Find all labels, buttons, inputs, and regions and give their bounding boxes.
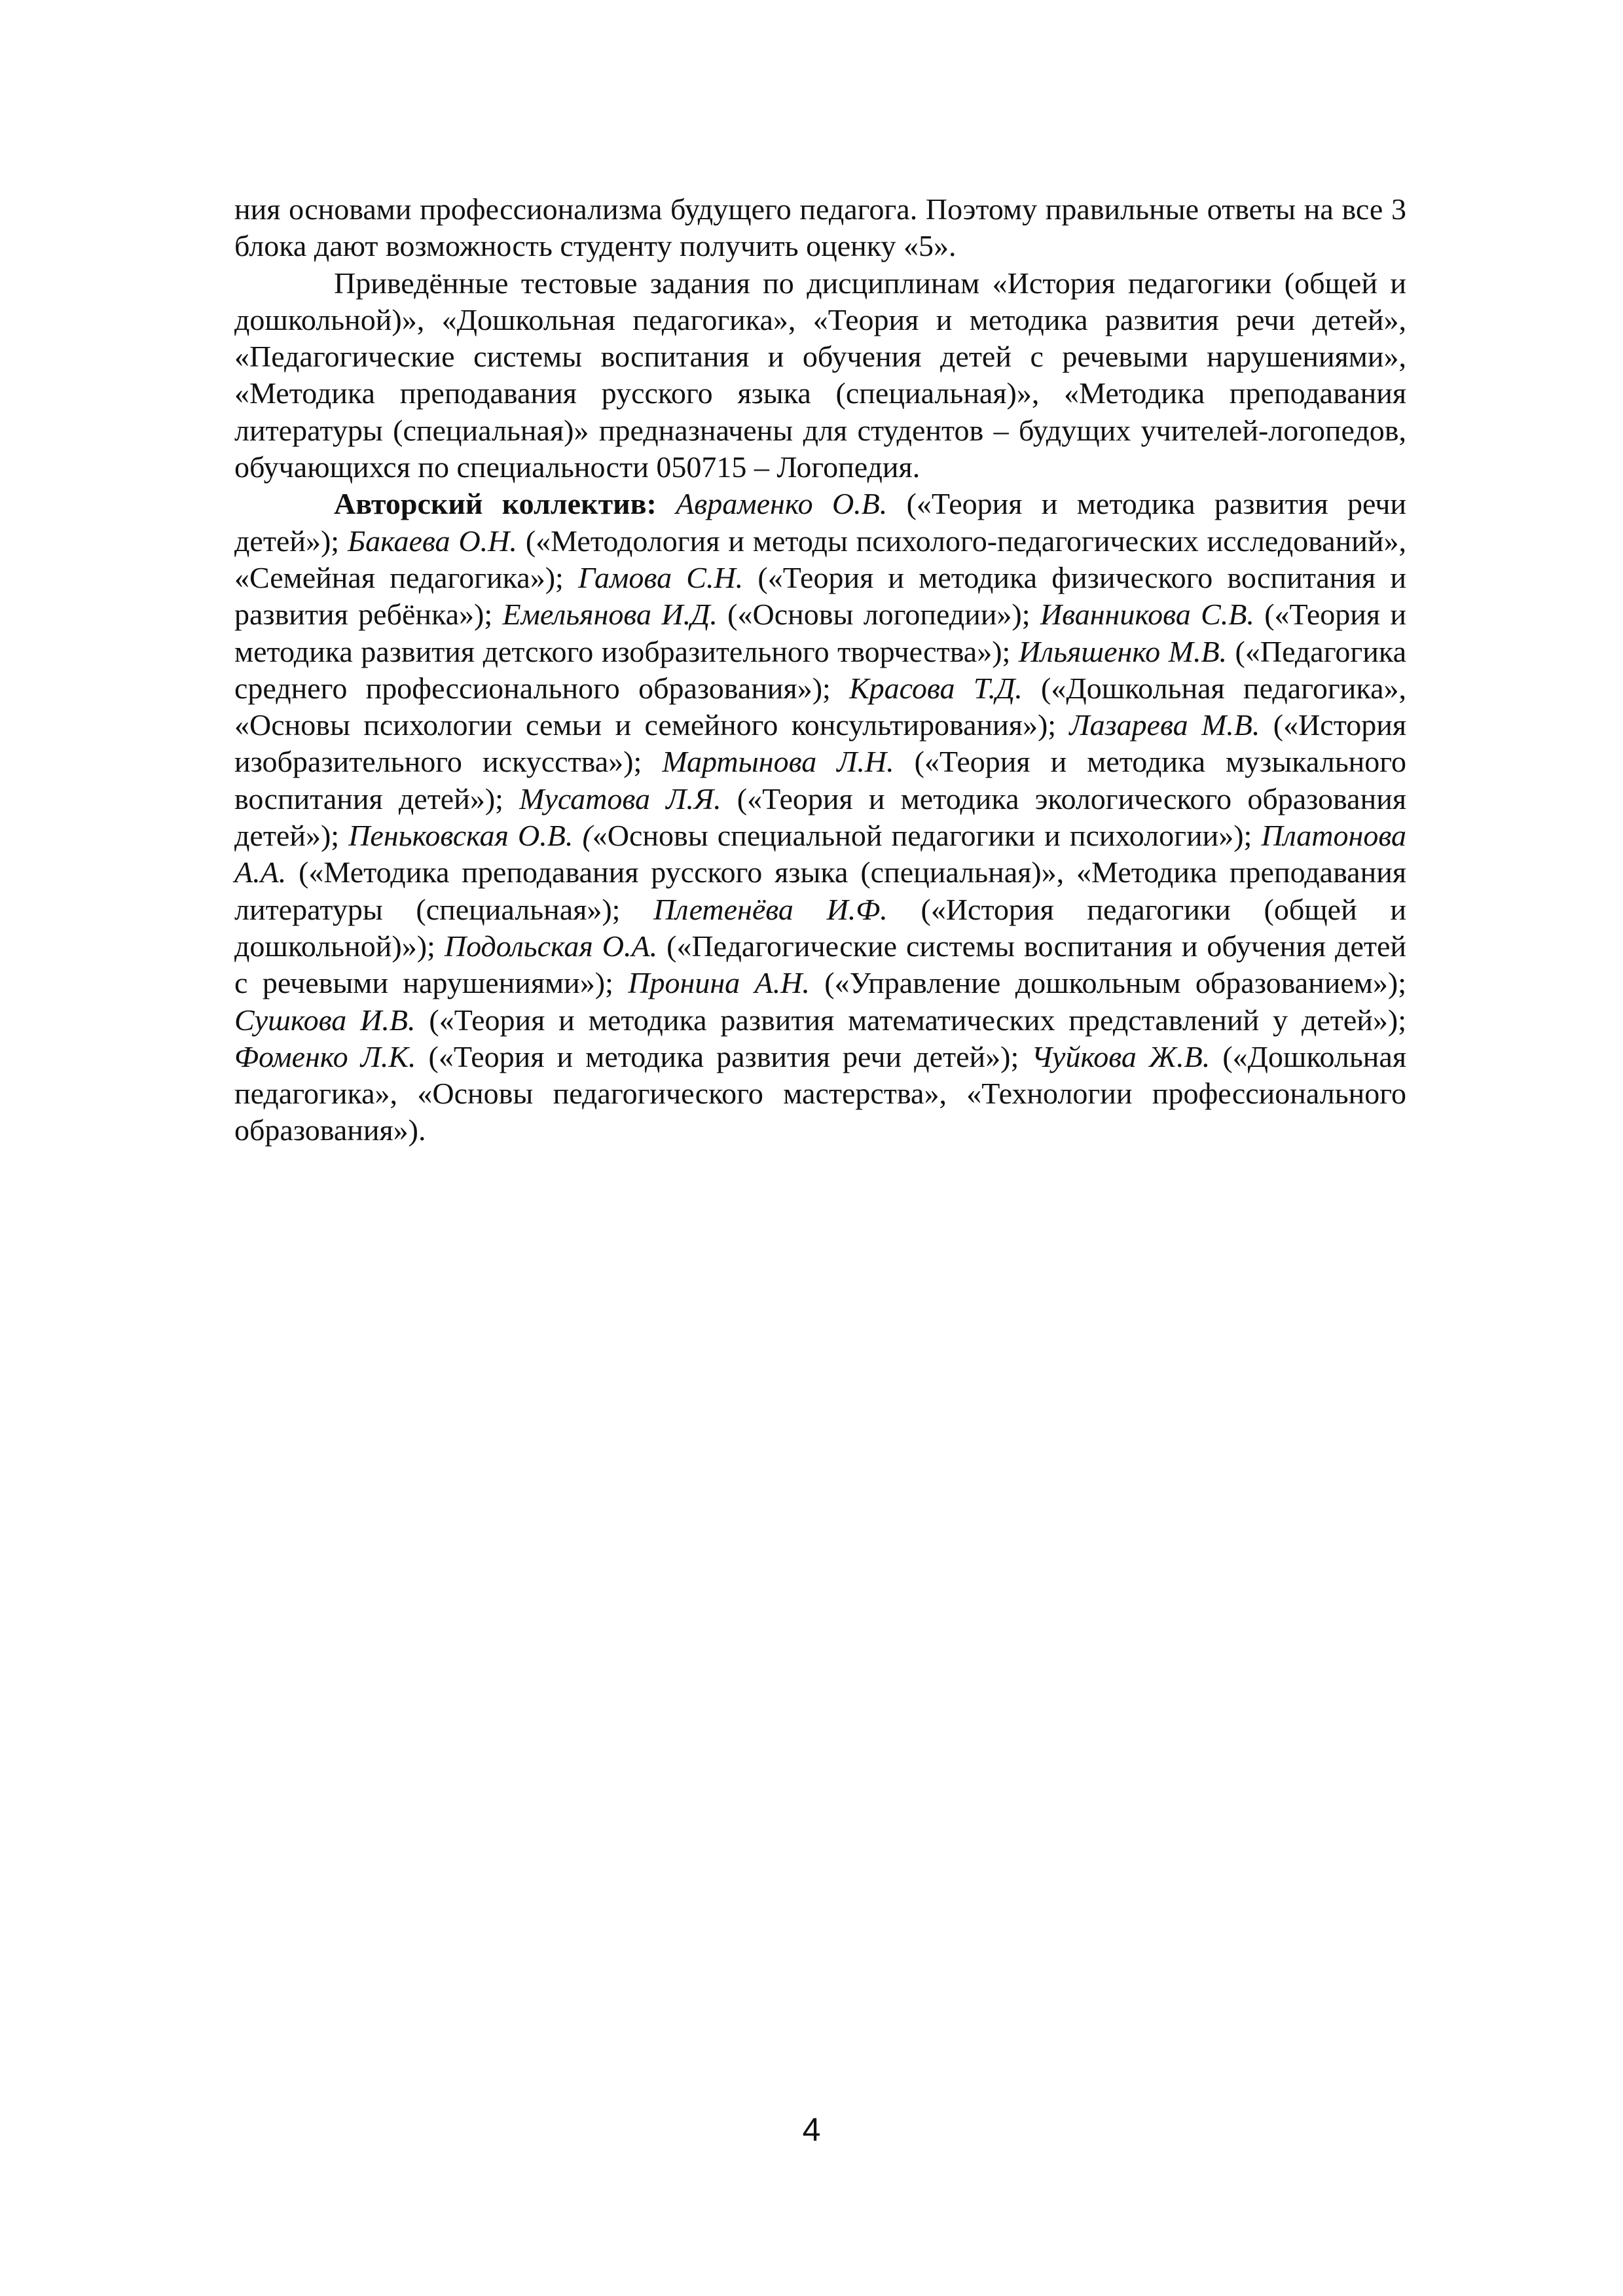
- document-body: [234, 191, 1406, 1149]
- author-subjects: («Методология и методы психолого-педагогических исследований», «Семейная педагогика»);: [234, 524, 1406, 594]
- author-subjects: («Дошкольная педагогика», «Основы педагогического мастерства», «Технологии профессионального образования»).: [234, 1039, 1406, 1147]
- paragraph-authors: [234, 486, 1406, 1149]
- author-subjects: («Теория и методика физического воспитания и развития ребёнка»);: [234, 560, 1406, 632]
- author-subjects: («Педагогические системы воспитания и обучения детей с речевыми нарушениями»);: [234, 929, 1406, 1000]
- author-name: Мартынова Л.Н.: [662, 745, 894, 779]
- author-name: Подольская О.А.: [444, 929, 658, 963]
- author-subjects: («История изобразительного искусства»);: [234, 708, 1406, 779]
- author-subjects: («Дошкольная педагогика», «Основы психологии семьи и семейного консультирования»);: [234, 671, 1406, 742]
- author-subjects: «Основы специальной педагогики и психологии»);: [592, 819, 1262, 853]
- author-name: Пронина А.Н.: [628, 966, 810, 1000]
- page-number: 4: [802, 2111, 821, 2148]
- paragraph-test-tasks: Приведённые тестовые задания по дисциплинам «История педагогики (общей и дошкольной)», «Дошкольная педагогика», «Теория и методика развития речи детей», «Педагогические системы воспитания и обучения детей с речевыми нарушениями», «Методика преподавания русского языка (специальная)», «Методика преподавания литературы (специальная)» предназначены для студентов – будущих учителей-логопедов, обучающихся по специальности 050715 – Логопедия.: [234, 266, 1406, 484]
- author-subjects: («Теория и методика развития детского изобразительного творчества»);: [234, 598, 1407, 668]
- author-subjects: («Теория и методика музыкального воспитания детей»);: [234, 745, 1407, 816]
- author-name: Мусатова Л.Я.: [519, 781, 721, 816]
- author-subjects: («Теория и методика развития математических представлений у детей»);: [415, 1003, 1406, 1037]
- author-name: Иванникова С.В.: [1040, 598, 1254, 632]
- author-name: Сушкова И.В.: [234, 1003, 416, 1037]
- author-name: Плетенёва И.Ф.: [653, 892, 888, 926]
- author-subjects: («Управление дошкольным образованием»);: [809, 966, 1406, 1000]
- author-subjects: («Педагогика среднего профессионального образования»);: [234, 634, 1406, 705]
- author-name: Платонова А.А.: [234, 819, 1407, 889]
- author-name: Емельянова И.Д.: [502, 598, 718, 632]
- author-name: Красова Т.Д.: [849, 671, 1023, 705]
- author-name: Гамова С.Н.: [578, 560, 744, 594]
- author-subjects: («Методика преподавания русского языка (специальная)», «Методика преподавания литературы (специальная»);: [234, 855, 1406, 926]
- author-name: Лазарева М.В.: [1069, 708, 1260, 742]
- author-name: Фоменко Л.К.: [234, 1039, 416, 1073]
- author-subjects: («Теория и методика развития речи детей»);: [234, 487, 1407, 558]
- author-name: Ильяшенко М.В.: [1018, 634, 1228, 668]
- author-name: Авраменко О.В.: [676, 487, 888, 521]
- author-subjects: («Теория и методика развития речи детей»);: [416, 1039, 1032, 1073]
- authors-heading: Авторский коллектив:: [334, 487, 657, 521]
- author-list: [234, 487, 1406, 1147]
- author-subjects: («История педагогики (общей и дошкольной)»);: [234, 892, 1406, 963]
- author-name: Чуйкова Ж.В.: [1031, 1039, 1211, 1073]
- author-name: Бакаева О.Н.: [347, 524, 517, 558]
- paragraph-continuation: ния основами профессионализма будущего педагога. Поэтому правильные ответы на все 3 блока дают возможность студенту получить оценку «5».: [234, 192, 1406, 263]
- author-name: Пеньковская О.В. (: [348, 819, 593, 853]
- author-subjects: («Теория и методика экологического образования детей»);: [234, 781, 1406, 853]
- author-subjects: («Основы логопедии»);: [717, 598, 1040, 632]
